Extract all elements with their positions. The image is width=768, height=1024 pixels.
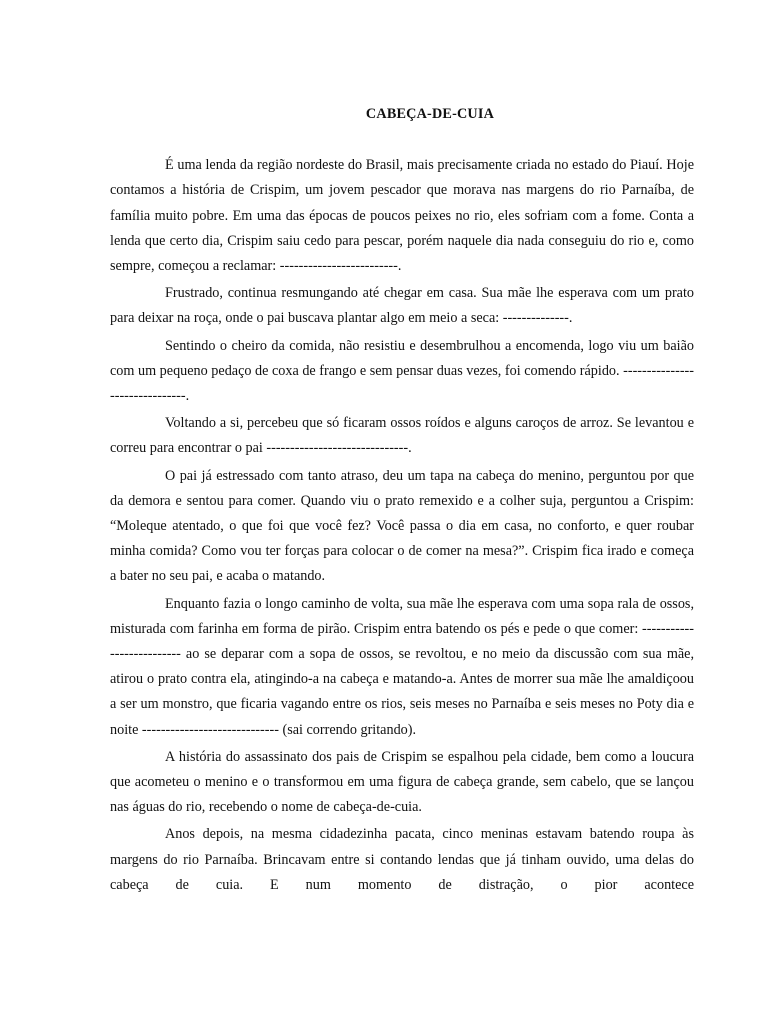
- paragraph-8: Anos depois, na mesma cidadezinha pacata, cinco meninas estavam batendo roupa às margens do rio Parnaíba. Brincavam entre si contando lendas que já tinham ouvido, uma delas do cabeça de cuia. E num momento de distração, o pior acontece: [110, 826, 694, 893]
- document-page: [110, 102, 694, 900]
- paragraph-6: Enquanto fazia o longo caminho de volta, sua mãe lhe esperava com uma sopa rala de ossos, misturada com farinha em forma de pirão. Crispim entra batendo os pés e pede o que comer: -------------------------- ao se deparar com a sopa de ossos, se revoltou, e no meio da discussão com sua mãe, atirou o prato contra ela, atingindo-a na cabeça e matando-a. Antes de morrer sua mãe lhe amaldiçoou a ser um monstro, que ficaria vagando entre os rios, seis meses no Parnaíba e seis meses no Poty dia e noite ----------------------------- (sai correndo gritando).: [110, 595, 694, 738]
- paragraph-7: A história do assassinato dos pais de Crispim se espalhou pela cidade, bem como a loucura que acometeu o menino e o transformou em uma figura de cabeça grande, sem cabelo, que se lançou nas águas do rio, recebendo o nome de cabeça-de-cuia.: [110, 748, 694, 816]
- paragraph-3: Sentindo o cheiro da comida, não resistiu e desembrulhou a encomenda, logo viu um baião com um pequeno pedaço de coxa de frango e sem pensar duas vezes, foi comendo rápido. -------------------------------.: [110, 337, 694, 405]
- document-title: CABEÇA-DE-CUIA: [365, 106, 495, 122]
- paragraph-2: Frustrado, continua resmungando até chegar em casa. Sua mãe lhe esperava com um prato para deixar na roça, onde o pai buscava plantar algo em meio a seca: --------------.: [110, 285, 694, 327]
- paragraph-1: É uma lenda da região nordeste do Brasil, mais precisamente criada no estado do Piauí. Hoje contamos a história de Crispim, um jovem pescador que morava nas margens do rio Parnaíba, de família muito pobre. Em uma das épocas de poucos peixes no rio, eles sofriam com a fome. Conta a lenda que certo dia, Crispim saiu cedo para pescar, porém naquele dia nada conseguiu do rio e, como sempre, começou a reclamar: -------------------------.: [110, 157, 694, 275]
- paragraph-4: Voltando a si, percebeu que só ficaram ossos roídos e alguns caroços de arroz. Se levantou e correu para encontrar o pai ------------------------------.: [110, 415, 694, 457]
- paragraph-5: O pai já estressado com tanto atraso, deu um tapa na cabeça do menino, perguntou por que da demora e sentou para comer. Quando viu o prato remexido e a colher suja, perguntou a Crispim: “Moleque atentado, o que foi que você fez? Você passa o dia em casa, no conforto, e quer roubar minha comida? Como vou ter forças para colocar o de comer na mesa?”. Crispim fica irado e começa a bater no seu pai, e acaba o matando.: [110, 467, 694, 585]
